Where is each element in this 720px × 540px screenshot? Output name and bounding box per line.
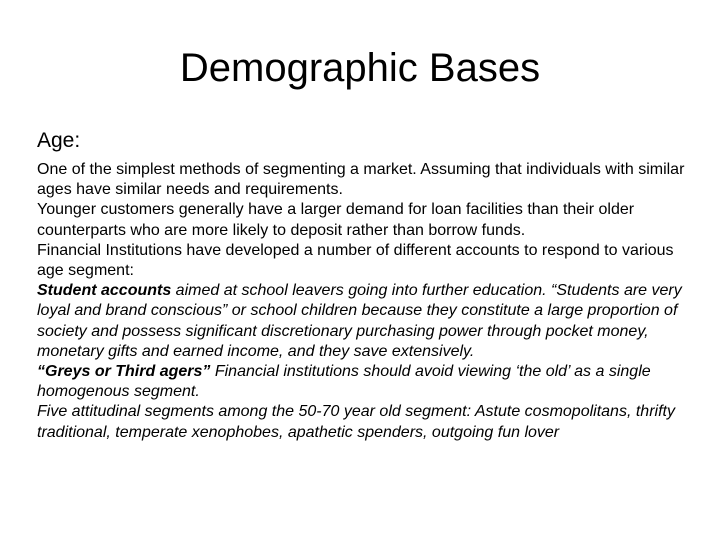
paragraph-younger-customers: Younger customers generally have a larger demand for loan facilities than their older counterparts who are more likely to deposit rather than borrow funds. — [37, 201, 635, 239]
slide-title: Demographic Bases — [179, 46, 541, 90]
student-accounts-label: Student accounts — [37, 282, 172, 300]
student-accounts-text: aimed at school leavers going into further education. “Students are very loyal and brand conscious” or school children because they constitute a large proportion of society and possess significant discretionary purchasing power through pocket money, monetary gifts and earned income, and they save extensively. — [37, 282, 682, 360]
greys-third-agers-label: “Greys or Third agers” — [37, 363, 211, 381]
paragraph-attitudinal-segments: Five attitudinal segments among the 50-70 year old segment: Astute cosmopolitans, thrifty traditional, temperate xenophobes, apathetic spenders, outgoing fun lover — [37, 403, 675, 441]
slide-body — [37, 160, 687, 443]
paragraph-student-accounts — [37, 281, 687, 362]
paragraph-simplest-methods: One of the simplest methods of segmenting a market. Assuming that individuals with similar ages have similar needs and requirements. — [37, 161, 685, 199]
section-heading: Age: — [37, 129, 81, 152]
paragraph-greys-third-agers — [37, 362, 687, 402]
paragraph-financial-institutions: Financial Institutions have developed a number of different accounts to respond to various age segment: — [37, 241, 674, 280]
greys-third-agers-text: Financial institutions should avoid viewing ‘the old’ as a single homogenous segment. — [37, 363, 651, 401]
